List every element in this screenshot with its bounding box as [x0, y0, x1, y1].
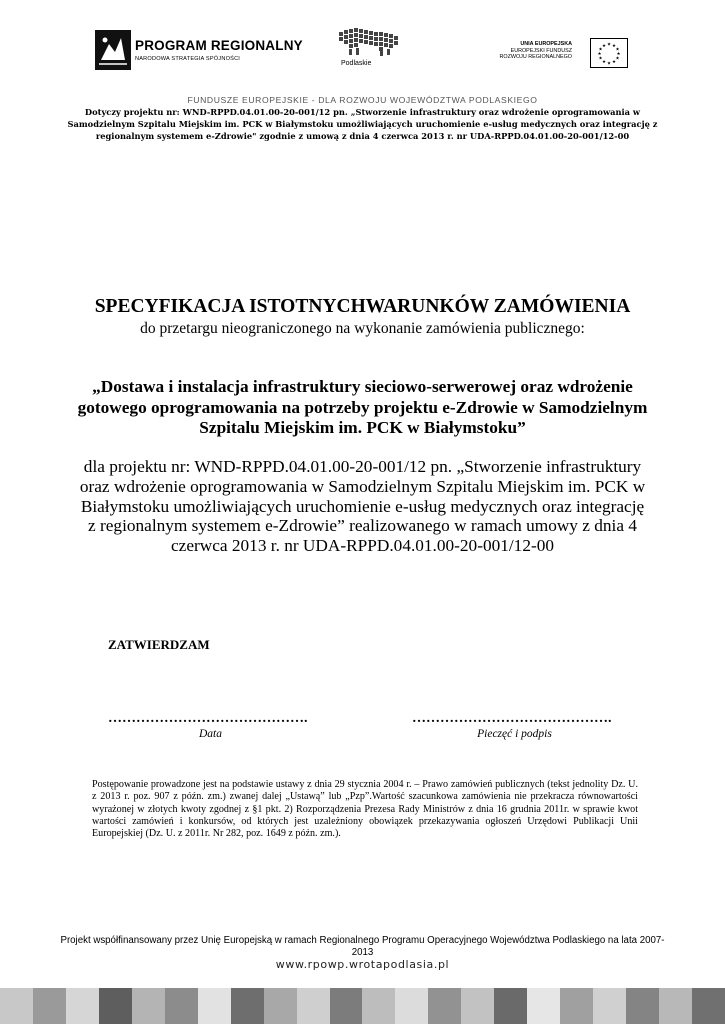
- color-strip-segment: [692, 988, 725, 1024]
- color-strip-segment: [428, 988, 461, 1024]
- cofinancing-note: Projekt współfinansowany przez Unię Europejską w ramach Regionalnego Programu Operacyjnego Województwa Podlaskiego na lata 2007-2013: [60, 935, 665, 958]
- color-strip-segment: [362, 988, 395, 1024]
- document-title: SPECYFIKACJA ISTOTNYCHWARUNKÓW ZAMÓWIENIA: [94, 296, 631, 317]
- svg-text:★: ★: [611, 44, 617, 49]
- svg-text:★: ★: [598, 47, 603, 53]
- eu-logo-line2: EUROPEJSKI FUNDUSZ: [510, 47, 572, 54]
- color-strip-segment: [395, 988, 428, 1024]
- order-title: „Dostawa i instalacja infrastruktury sieciowo-serwerowej oraz wdrożenie gotowego oprogramowania na potrzeby projektu e-Zdrowie w Samodzielnym Szpitalu Miejskim im. PCK w Białymstoku”: [77, 377, 648, 437]
- svg-text:★: ★: [601, 60, 607, 65]
- approve-label: ZATWIERDZAM: [108, 637, 210, 652]
- color-strip-segment: [297, 988, 330, 1024]
- date-signature-line: …………………………………….: [108, 711, 308, 726]
- svg-text:★: ★: [611, 60, 617, 65]
- legal-basis-paragraph: Postępowanie prowadzone jest na podstawie ustawy z dnia 29 stycznia 2004 r. – Prawo zamówień publicznych (tekst jednolity Dz. U. z 2013 r. poz. 907 z późn. zm.) zwanej dalej „Ustawą” lub „Pzp”.Wartość szacunkowa zamówienia nie przekracza równowartości wyrażonej w złotych kwoty zgodnej z §1 pkt. 2) Rozporządzenia Prezesa Rady Ministrów z dnia 16 grudnia 2011r. w sprawie kwot wartości zamówień i konkursów, od których jest uzależniony obowiązek przekazywania ogłoszeń Urzędowi Publikacji Unii Europejskiej (Dz. U. z 2011r. Nr 282, poz. 1649 z późn. zm.).: [92, 779, 638, 840]
- svg-text:★: ★: [615, 47, 620, 53]
- eu-logo-text: [500, 41, 572, 61]
- program-regionalny-subtitle: NARODOWA STRATEGIA SPÓJNOŚCI: [135, 56, 241, 62]
- stamp-signature-line: …………………………………….: [412, 711, 612, 726]
- color-strip-segment: [99, 988, 132, 1024]
- eu-logo: [498, 38, 628, 68]
- svg-text:★: ★: [598, 56, 603, 62]
- program-regionalny-logo: [95, 30, 303, 74]
- color-strip-segment: [33, 988, 66, 1024]
- date-caption: Data: [199, 728, 222, 740]
- project-header: Dotyczy projektu nr: WND-RPPD.04.01.00-20-001/12 pn. „Stworzenie infrastruktury oraz wdrożenie oprogramowania w Samodzielnym Szpitalu Miejskim im. PCK w Białymstoku umożliwiających uruchomienie e-usług medycznych oraz integrację z regionalnym systemem e-Zdrowie" zgodnie z umową z dnia 4 czerwca 2013 r. nr UDA-RPPD.04.01.00-20-001/12-00: [67, 107, 658, 142]
- svg-text:★: ★: [606, 61, 612, 67]
- svg-text:★: ★: [597, 52, 602, 57]
- color-strip-segment: [264, 988, 297, 1024]
- eu-logo-line3: ROZWOJU REGIONALNEGO: [499, 54, 572, 61]
- footer-url: www.rpowp.wrotapodlasia.pl: [275, 958, 450, 971]
- color-strip-segment: [593, 988, 626, 1024]
- color-strip-segment: [0, 988, 33, 1024]
- project-description: dla projektu nr: WND-RPPD.04.01.00-20-001/12 pn. „Stworzenie infrastruktury oraz wdrożenie oprogramowania w Samodzielnym Szpitalu Miejskim im. PCK w Białymstoku umożliwiających uruchomienie e-usług medycznych oraz integrację z regionalnym systemem e-Zdrowie” realizowanego w ramach umowy z dnia 4 czerwca 2013 r. nr UDA-RPPD.04.01.00-20-001/12-00: [79, 457, 646, 556]
- stamp-caption: Pieczęć i podpis: [477, 728, 552, 740]
- eu-flag-icon: [590, 38, 628, 68]
- program-regionalny-title: PROGRAM REGIONALNY: [135, 38, 303, 53]
- svg-text:★: ★: [615, 56, 620, 62]
- eu-logo-line1: UNIA EUROPEJSKA: [520, 41, 572, 47]
- program-regionalny-emblem-icon: [95, 30, 131, 70]
- color-strip-segment: [198, 988, 231, 1024]
- color-strip-segment: [461, 988, 494, 1024]
- color-strip-segment: [626, 988, 659, 1024]
- color-strip-segment: [659, 988, 692, 1024]
- bison-icon: [335, 26, 410, 60]
- color-strip-segment: [330, 988, 363, 1024]
- color-strip-segment: [66, 988, 99, 1024]
- color-strip-segment: [132, 988, 165, 1024]
- color-strip-segment: [494, 988, 527, 1024]
- decorative-color-strip: [0, 988, 725, 1024]
- color-strip-segment: [165, 988, 198, 1024]
- funds-line: FUNDUSZE EUROPEJSKIE - DLA ROZWOJU WOJEWÓDZTWA PODLASKIEGO: [187, 95, 538, 105]
- color-strip-segment: [231, 988, 264, 1024]
- podlaskie-logo: [335, 26, 410, 74]
- document-subtitle: do przetargu nieograniczonego na wykonanie zamówienia publicznego:: [140, 320, 585, 337]
- svg-text:★: ★: [601, 44, 607, 49]
- svg-text:★: ★: [606, 42, 612, 48]
- color-strip-segment: [560, 988, 593, 1024]
- svg-text:★: ★: [616, 52, 621, 57]
- podlaskie-caption: Podlaskie: [341, 60, 372, 67]
- color-strip-segment: [527, 988, 560, 1024]
